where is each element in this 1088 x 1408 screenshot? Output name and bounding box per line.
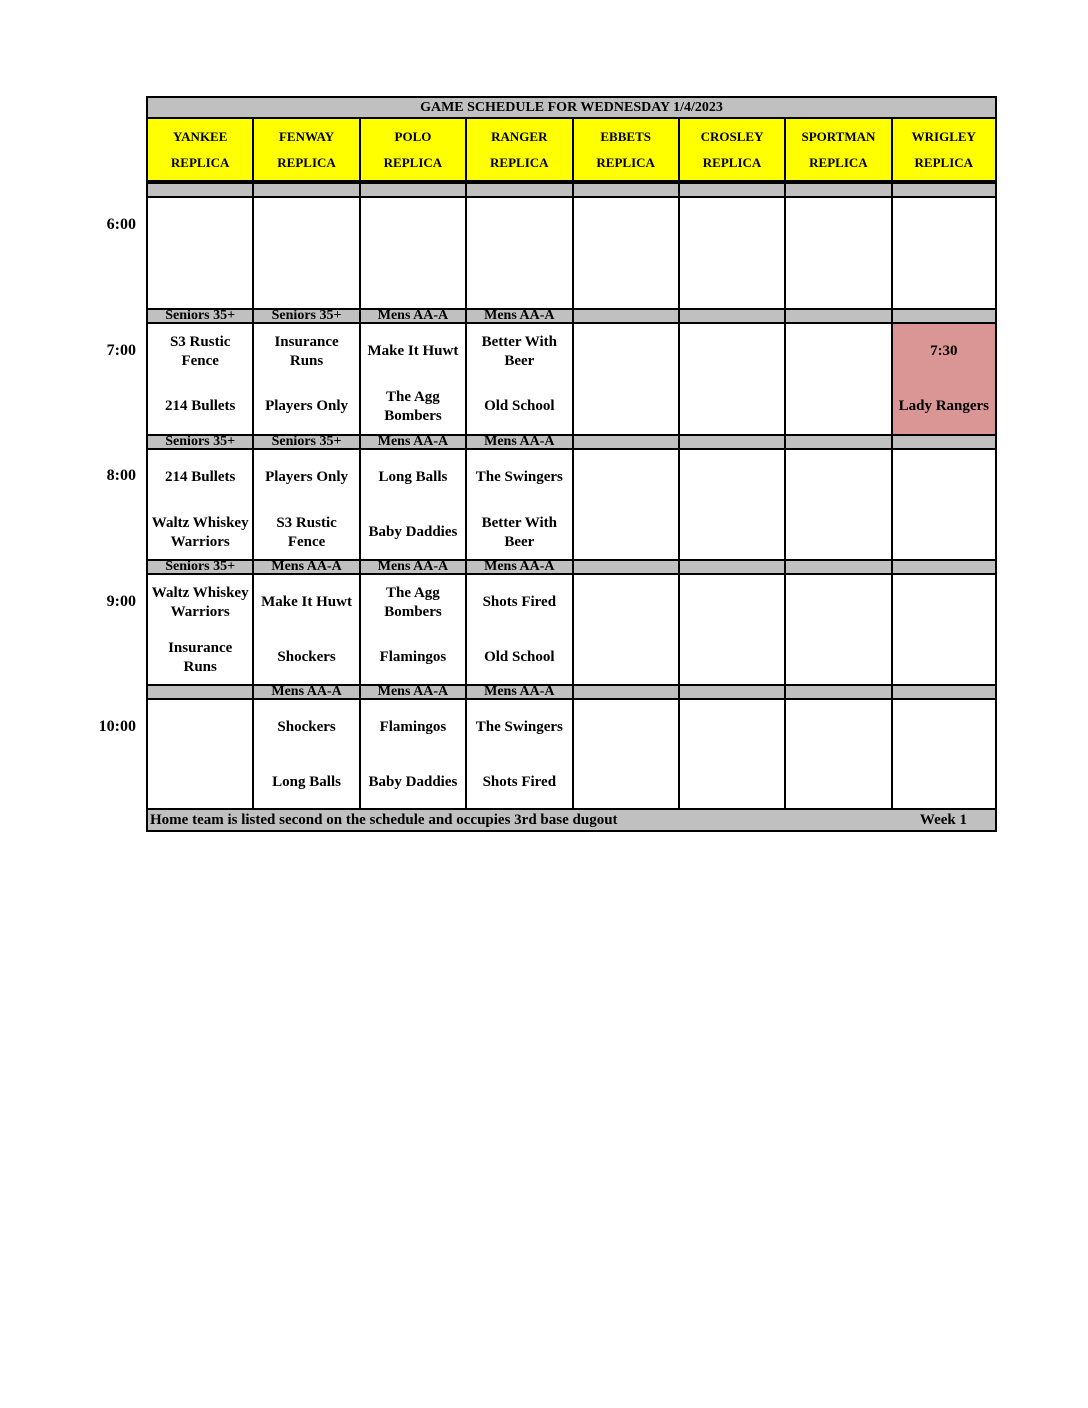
league-label: Seniors 35+ — [252, 308, 358, 324]
field-sub: REPLICA — [277, 154, 336, 170]
game-cell — [252, 198, 358, 308]
league-label: Mens AA-A — [359, 559, 465, 575]
game-cell — [572, 450, 678, 559]
away-team — [786, 198, 890, 253]
home-team — [893, 505, 995, 560]
field-name: YANKEE — [172, 128, 228, 144]
game-cell — [359, 700, 465, 808]
home-team — [148, 755, 252, 810]
field-header-ebbets — [572, 119, 678, 182]
time-label: 7:00 — [106, 342, 136, 359]
time-label: 6:00 — [106, 216, 136, 233]
league-label: Mens AA-A — [359, 434, 465, 450]
home-team — [574, 253, 678, 308]
league-label — [784, 684, 890, 700]
league-label: Seniors 35+ — [146, 434, 252, 450]
home-team — [574, 630, 678, 685]
home-team — [254, 253, 358, 308]
field-name: FENWAY — [278, 128, 335, 144]
home-team: Better With Beer — [481, 514, 558, 550]
game-cell — [572, 198, 678, 308]
time-label: 9:00 — [106, 593, 136, 610]
home-team — [361, 253, 465, 308]
field-sub: REPLICA — [170, 154, 230, 170]
away-team — [786, 450, 890, 505]
league-label: Mens AA-A — [465, 308, 571, 324]
league-label — [891, 434, 997, 450]
game-cell — [465, 575, 571, 684]
schedule-footer — [146, 808, 997, 832]
away-team: Insurance Runs — [274, 333, 339, 369]
away-team — [574, 575, 678, 630]
time-slot-10 — [146, 700, 997, 808]
league-label — [572, 684, 678, 700]
game-cell — [784, 700, 890, 808]
home-team: Waltz Whiskey Warriors — [151, 514, 249, 550]
home-team: Lady Rangers — [898, 398, 990, 414]
field-name: RANGER — [491, 128, 548, 144]
field-name: POLO — [394, 128, 432, 144]
game-cell — [146, 450, 252, 559]
away-team: 214 Bullets — [164, 469, 236, 485]
league-label — [891, 559, 997, 575]
league-label — [891, 684, 997, 700]
game-cell — [891, 700, 997, 808]
away-team: S3 Rustic Fence — [169, 333, 231, 369]
home-team: Old School — [484, 398, 555, 414]
home-team — [574, 379, 678, 434]
field-sub: REPLICA — [809, 154, 868, 170]
league-label — [891, 182, 997, 198]
field-header-wrigley — [891, 119, 997, 182]
league-label: Mens AA-A — [359, 308, 465, 324]
home-team — [680, 630, 784, 685]
home-team: S3 Rustic Fence — [276, 514, 337, 550]
field-header-crosley — [678, 119, 784, 182]
league-label — [146, 182, 252, 198]
field-sub: REPLICA — [914, 154, 974, 170]
game-cell — [678, 324, 784, 434]
game-cell — [465, 324, 571, 434]
away-team — [361, 198, 465, 253]
time-slot-8 — [146, 450, 997, 559]
game-cell — [465, 700, 571, 808]
game-start-time: 7:30 — [930, 343, 958, 359]
home-team: Flamingos — [379, 649, 447, 665]
game-cell — [465, 450, 571, 559]
away-team — [254, 198, 358, 253]
away-team: Make It Huwt — [367, 343, 459, 359]
away-team — [574, 450, 678, 505]
field-header-row — [146, 119, 997, 182]
home-team: Shots Fired — [482, 774, 557, 790]
league-label: Mens AA-A — [465, 434, 571, 450]
away-team — [893, 450, 995, 505]
game-cell — [891, 450, 997, 559]
field-name: EBBETS — [600, 128, 651, 144]
league-label — [359, 182, 465, 198]
away-team: Shots Fired — [482, 594, 557, 610]
league-label — [678, 684, 784, 700]
away-team — [574, 700, 678, 755]
home-team — [893, 253, 995, 308]
home-team — [786, 379, 890, 434]
game-cell — [784, 324, 890, 434]
schedule-title: GAME SCHEDULE FOR WEDNESDAY 1/4/2023 — [146, 96, 997, 119]
league-label — [572, 308, 678, 324]
field-sub: REPLICA — [383, 154, 443, 170]
time-slot-6 — [146, 198, 997, 308]
away-team — [786, 324, 890, 379]
away-team — [148, 700, 252, 755]
away-team — [680, 700, 784, 755]
league-label — [146, 684, 252, 700]
home-team: Shockers — [277, 649, 336, 665]
league-band — [146, 308, 997, 324]
away-team: Waltz Whiskey Warriors — [151, 584, 249, 620]
game-cell — [252, 450, 358, 559]
league-label: Mens AA-A — [465, 684, 571, 700]
away-team — [574, 324, 678, 379]
away-team — [786, 575, 890, 630]
home-team — [786, 505, 890, 560]
game-cell — [252, 324, 358, 434]
field-name: WRIGLEY — [911, 128, 976, 144]
away-team — [574, 198, 678, 253]
league-band — [146, 182, 997, 198]
away-team — [148, 198, 252, 253]
game-cell — [678, 198, 784, 308]
field-sub: REPLICA — [490, 154, 549, 170]
away-team: Shockers — [277, 719, 336, 735]
league-label — [465, 182, 571, 198]
league-band — [146, 434, 997, 450]
game-cell — [891, 575, 997, 684]
home-team: 214 Bullets — [164, 398, 236, 414]
week-label: Week 1 — [919, 812, 967, 828]
home-team: Insurance Runs — [168, 639, 233, 675]
league-label — [572, 559, 678, 575]
away-team — [786, 700, 890, 755]
game-cell — [359, 575, 465, 684]
time-label: 8:00 — [106, 467, 136, 484]
league-label: Mens AA-A — [359, 684, 465, 700]
home-team — [574, 755, 678, 810]
game-cell — [252, 575, 358, 684]
league-label: Mens AA-A — [465, 559, 571, 575]
home-team — [893, 755, 995, 810]
away-team — [680, 575, 784, 630]
away-team: Better With Beer — [481, 333, 558, 369]
league-label: Seniors 35+ — [146, 559, 252, 575]
time-slot-9 — [146, 575, 997, 684]
league-label — [784, 308, 890, 324]
league-label — [784, 434, 890, 450]
league-label — [678, 182, 784, 198]
home-team: Baby Daddies — [368, 774, 458, 790]
field-sub: REPLICA — [596, 154, 655, 170]
game-cell — [359, 324, 465, 434]
home-team: Baby Daddies — [368, 524, 458, 540]
home-team — [574, 505, 678, 560]
home-team — [680, 379, 784, 434]
game-cell — [572, 700, 678, 808]
game-cell — [146, 198, 252, 308]
away-team: Flamingos — [379, 719, 447, 735]
home-team: Long Balls — [272, 774, 341, 790]
home-team — [786, 755, 890, 810]
league-label — [678, 434, 784, 450]
game-cell — [784, 575, 890, 684]
field-header-sportman — [784, 119, 890, 182]
game-cell — [572, 575, 678, 684]
home-team — [786, 253, 890, 308]
game-cell — [465, 198, 571, 308]
away-team: The Swingers — [475, 469, 563, 485]
home-team: Players Only — [265, 398, 349, 414]
league-band — [146, 559, 997, 575]
field-name: SPORTMAN — [801, 128, 876, 144]
league-label — [678, 308, 784, 324]
game-cell — [678, 700, 784, 808]
league-label — [252, 182, 358, 198]
home-team-note: Home team is listed second on the schedule and occupies 3rd base dugout — [150, 812, 618, 828]
game-cell — [252, 700, 358, 808]
field-header-polo — [359, 119, 465, 182]
home-team — [893, 630, 995, 685]
game-cell — [784, 198, 890, 308]
league-label: Seniors 35+ — [146, 308, 252, 324]
away-team: Players Only — [265, 469, 349, 485]
league-label — [891, 308, 997, 324]
game-cell — [359, 450, 465, 559]
away-team: Make It Huwt — [261, 594, 352, 610]
game-cell — [678, 575, 784, 684]
away-team — [467, 198, 571, 253]
away-team — [893, 198, 995, 253]
field-header-fenway — [252, 119, 358, 182]
league-band — [146, 684, 997, 700]
game-cell — [678, 450, 784, 559]
home-team — [467, 253, 571, 308]
game-cell — [572, 324, 678, 434]
league-label — [572, 434, 678, 450]
home-team — [680, 505, 784, 560]
league-label — [678, 559, 784, 575]
away-team: Long Balls — [378, 469, 448, 485]
home-team — [148, 253, 252, 308]
field-name: CROSLEY — [700, 128, 764, 144]
game-cell — [359, 198, 465, 308]
away-team — [680, 198, 784, 253]
away-team: The Swingers — [475, 719, 563, 735]
away-team — [893, 575, 995, 630]
game-cell — [784, 450, 890, 559]
away-team — [680, 324, 784, 379]
highlighted-game-cell — [891, 324, 997, 434]
league-label — [784, 559, 890, 575]
league-label: Seniors 35+ — [252, 434, 358, 450]
league-label — [572, 182, 678, 198]
home-team — [786, 630, 890, 685]
game-cell — [891, 198, 997, 308]
league-label: Mens AA-A — [252, 559, 358, 575]
game-cell — [146, 700, 252, 808]
away-team — [680, 450, 784, 505]
time-label: 10:00 — [98, 718, 136, 735]
home-team — [680, 755, 784, 810]
field-header-yankee — [146, 119, 252, 182]
game-cell — [146, 575, 252, 684]
time-slot-7 — [146, 324, 997, 434]
league-label: Mens AA-A — [252, 684, 358, 700]
field-header-ranger — [465, 119, 571, 182]
league-label — [784, 182, 890, 198]
field-sub: REPLICA — [702, 154, 762, 170]
away-team: The Agg Bombers — [384, 584, 442, 620]
away-team — [893, 700, 995, 755]
home-team — [680, 253, 784, 308]
home-team: The Agg Bombers — [384, 388, 442, 424]
home-team: Old School — [484, 649, 555, 665]
game-cell — [146, 324, 252, 434]
